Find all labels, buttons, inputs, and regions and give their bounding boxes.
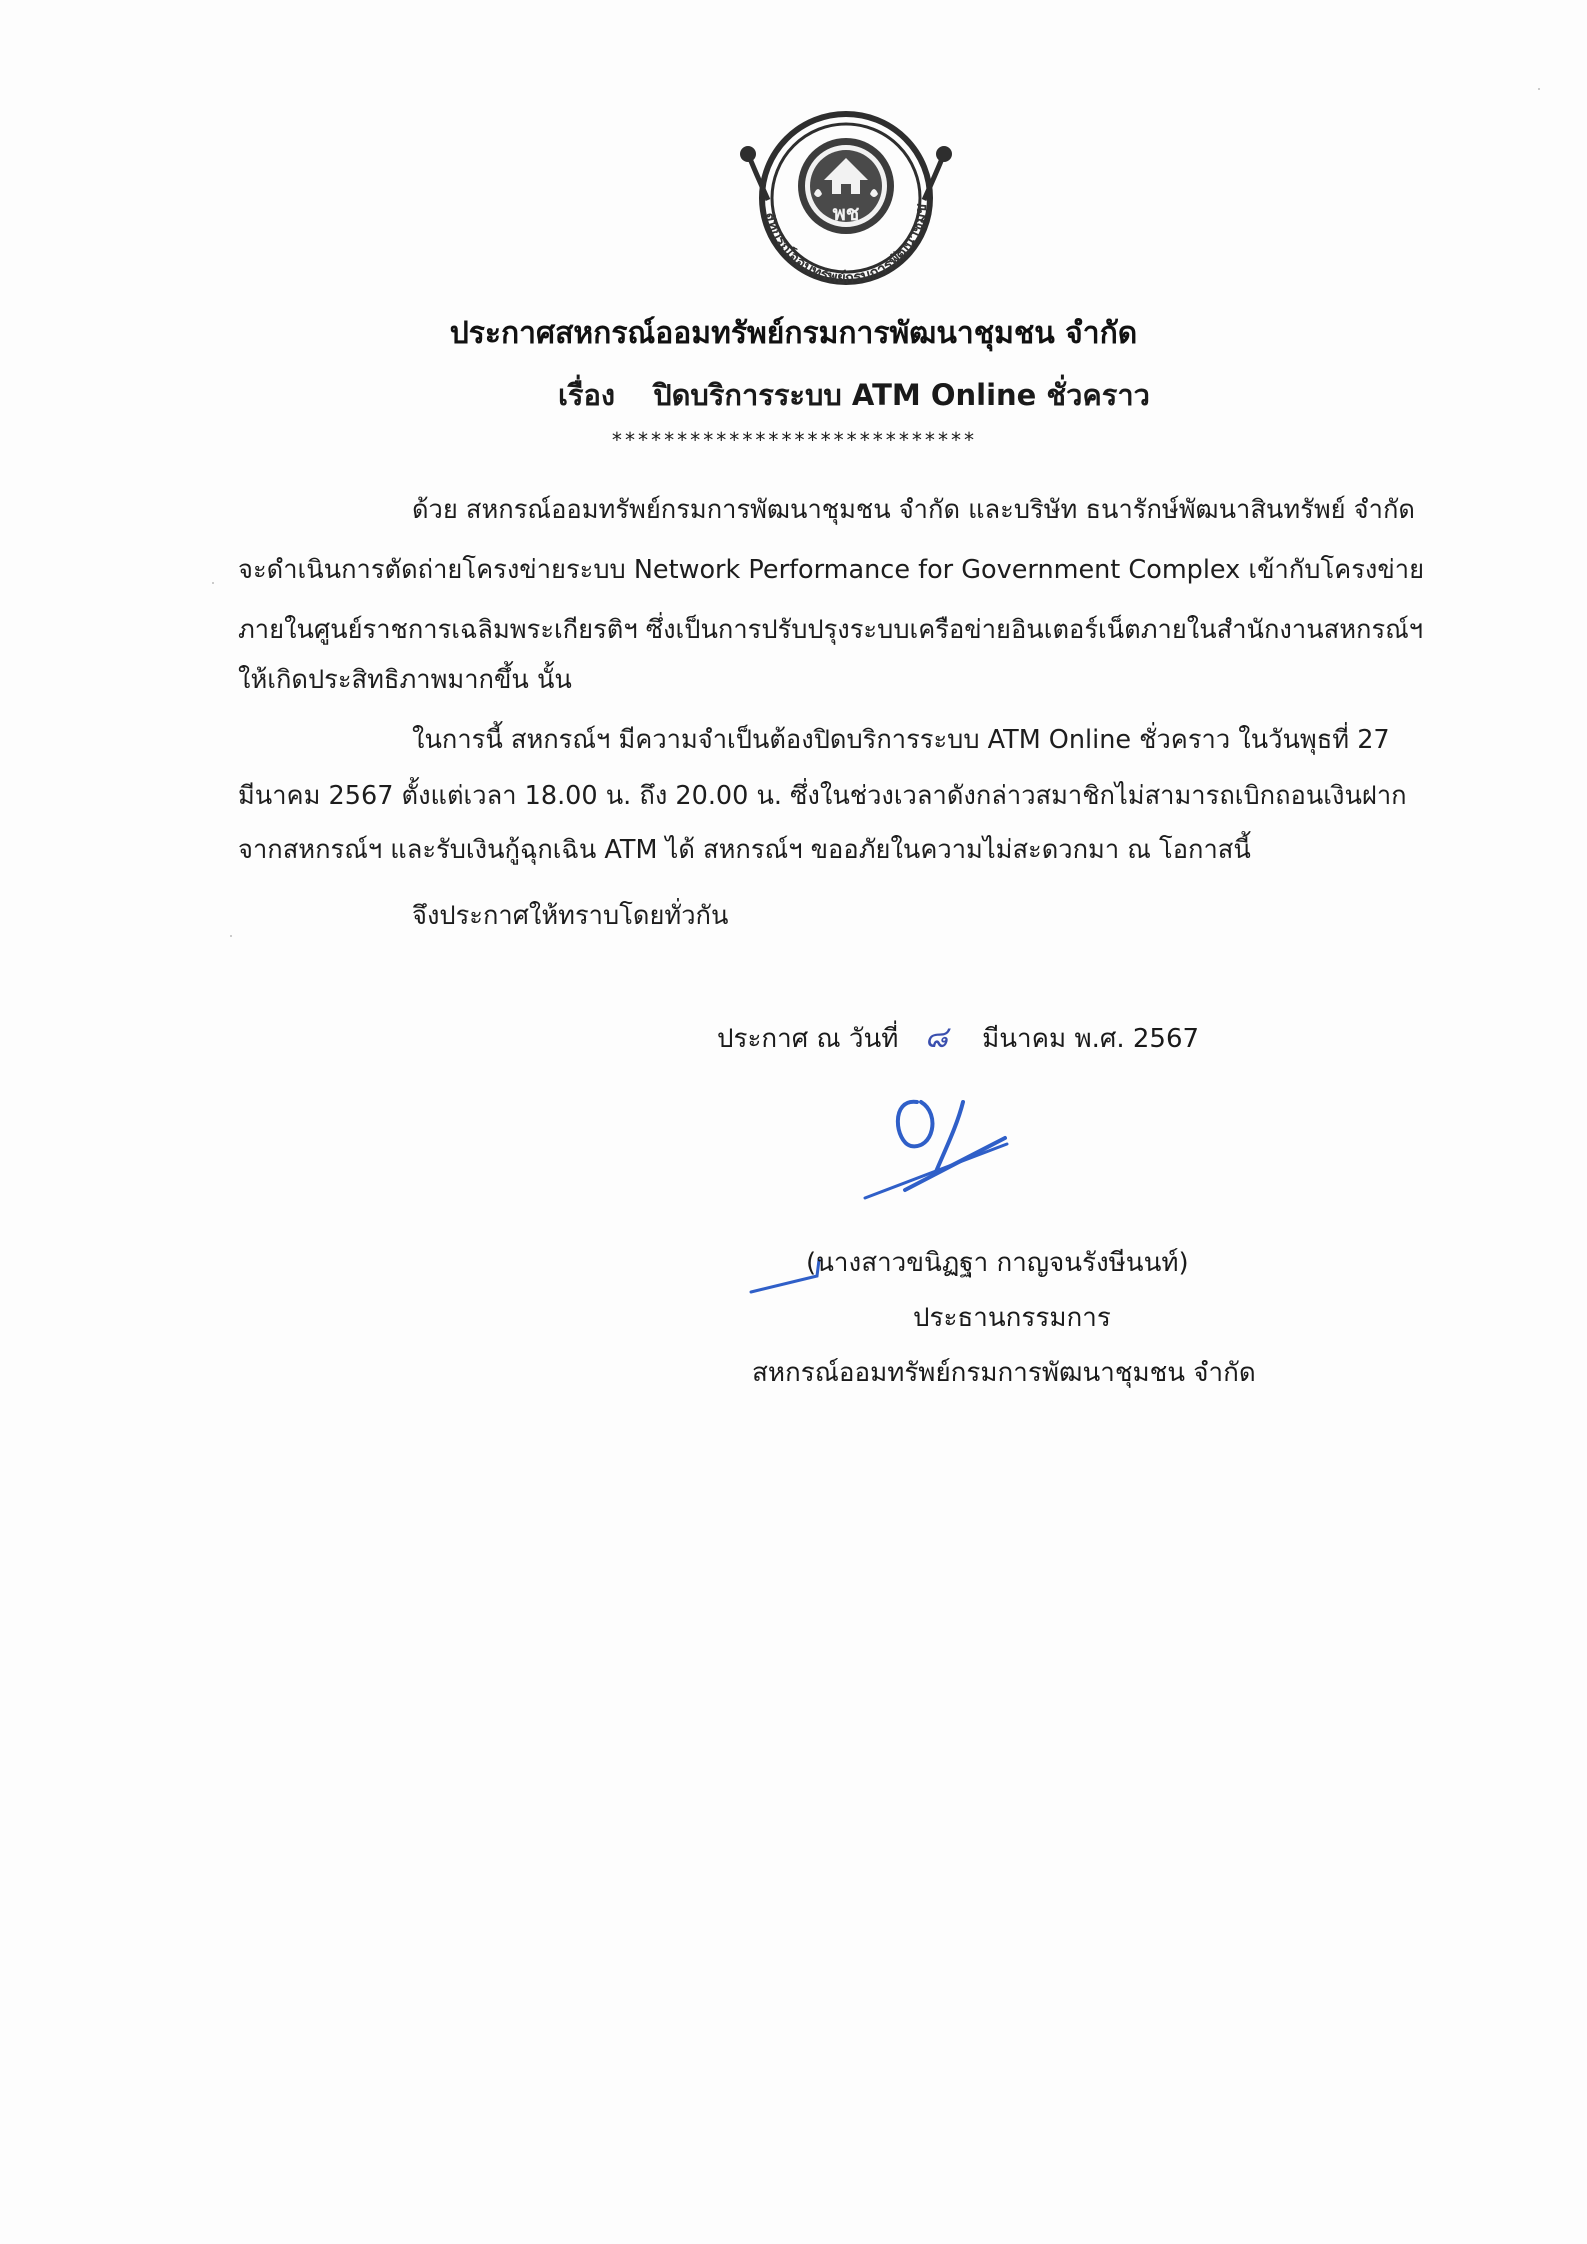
subject-text: ปิดบริการระบบ ATM Online ชั่วคราว: [653, 378, 1150, 412]
scan-speck: [230, 935, 232, 937]
paragraph-1-line-1: ด้วย สหกรณ์ออมทรัพย์กรมการพัฒนาชุมชน จำกัด และบริษัท ธนารักษ์พัฒนาสินทรัพย์ จำกัด: [412, 495, 1415, 525]
signer-position: ประธานกรรมการ: [913, 1303, 1111, 1333]
paragraph-2-line-1: ในการนี้ สหกรณ์ฯ มีความจำเป็นต้องปิดบริการระบบ ATM Online ชั่วคราว ในวันพุธที่ 27: [412, 725, 1390, 755]
paragraph-1-line-2: จะดำเนินการตัดถ่ายโครงข่ายระบบ Network Performance for Government Complex เข้ากับโครงข่าย: [238, 555, 1425, 585]
scan-speck: [212, 582, 214, 584]
paragraph-3: จึงประกาศให้ทราบโดยทั่วกัน: [412, 901, 729, 931]
divider-asterisks: ****************************: [610, 428, 977, 452]
cooperative-seal-icon: [728, 108, 964, 298]
paragraph-2-line-2: มีนาคม 2567 ตั้งแต่เวลา 18.00 น. ถึง 20.00 น. ซึ่งในช่วงเวลาดังกล่าวสมาชิกไม่สามารถเบิกถอนเงินฝาก: [238, 781, 1407, 811]
scan-speck: [1538, 88, 1540, 90]
seal-ring-text: สหกรณ์ออมทรัพย์กรมการพัฒนาชุมช: [762, 202, 931, 288]
paragraph-1-line-3: ภายในศูนย์ราชการเฉลิมพระเกียรติฯ ซึ่งเป็นการปรับปรุงระบบเครือข่ายอินเตอร์เน็ตภายในสำนักงานสหกรณ์ฯ: [238, 615, 1424, 645]
paragraph-1-line-4: ให้เกิดประสิทธิภาพมากขึ้น นั้น: [238, 665, 572, 695]
date-suffix: มีนาคม พ.ศ. 2567: [982, 1024, 1200, 1054]
announcement-date: [717, 1014, 1199, 1061]
subject-line: [558, 372, 1150, 418]
signer-name: (นางสาวขนิฏฐา กาญจนรังษีนนท์): [806, 1248, 1189, 1278]
signer-organization: สหกรณ์ออมทรัพย์กรมการพัฒนาชุมชน จำกัด: [752, 1358, 1256, 1388]
date-day-handwritten: ๘: [924, 1020, 948, 1055]
paragraph-2-line-3: จากสหกรณ์ฯ และรับเงินกู้ฉุกเฉิน ATM ได้ สหกรณ์ฯ ขออภัยในความไม่สะดวกมา ณ โอกาสนี้: [238, 835, 1251, 865]
seal-center-text: พช: [832, 201, 860, 225]
subject-label: เรื่อง: [558, 378, 616, 412]
date-prefix: ประกาศ ณ วันที่: [717, 1024, 899, 1054]
announcement-title: ประกาศสหกรณ์ออมทรัพย์กรมการพัฒนาชุมชน จำกัด: [449, 316, 1138, 351]
